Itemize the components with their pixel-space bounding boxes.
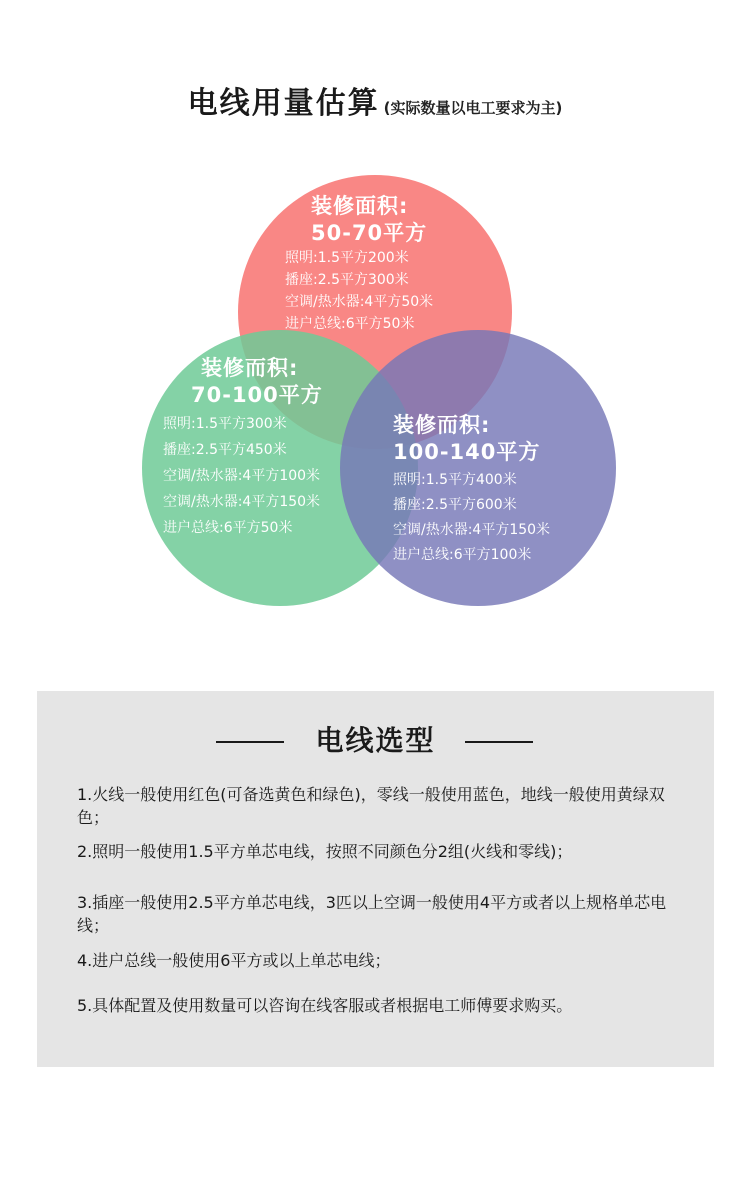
usage-line: 空调/热水器:4平方50米 xyxy=(285,294,434,310)
area-range: 50-70平方 xyxy=(311,221,428,245)
list-item: 1.火线一般使用红色(可备选黄色和绿色)，零线一般使用蓝色，地线一般使用黄绿双色； xyxy=(77,785,665,827)
page-title: 电线用量估算 xyxy=(187,86,380,121)
area-heading: 装修而积: xyxy=(201,356,299,380)
wire-selection-panel xyxy=(37,691,714,1067)
panel-title: 电线选型 xyxy=(315,724,436,757)
usage-line: 进户总线:6平方50米 xyxy=(163,520,293,536)
label-70-100 xyxy=(163,355,323,541)
list-item: 3.插座一般使用2.5平方单芯电线，3匹以上空调一般使用4平方或者以上规格单芯电线； xyxy=(77,893,667,935)
usage-line: 进户总线:6平方100米 xyxy=(393,547,532,563)
page-subtitle: (实际数量以电工要求为主) xyxy=(383,99,563,117)
area-range: 100-140平方 xyxy=(393,440,541,464)
list-item: 2.照明一般使用1.5平方单芯电线，按照不同颜色分2组(火线和零线)； xyxy=(77,842,573,861)
area-range: 70-100平方 xyxy=(191,383,323,407)
usage-line: 照明:1.5平方400米 xyxy=(393,472,517,488)
label-50-70 xyxy=(285,193,433,335)
title-divider-right xyxy=(465,741,533,743)
panel-title-row xyxy=(37,721,714,761)
usage-line: 空调/热水器:4平方100米 xyxy=(163,468,321,484)
usage-line: 照明:1.5平方200米 xyxy=(285,250,409,266)
usage-line: 照明:1.5平方300米 xyxy=(163,416,287,432)
area-heading: 装修而积: xyxy=(393,413,491,437)
usage-line: 空调/热水器:4平方150米 xyxy=(393,522,551,538)
label-100-140 xyxy=(393,412,550,568)
list-item: 4.进户总线一般使用6平方或以上单芯电线； xyxy=(77,951,391,970)
usage-line: 播座:2.5平方450米 xyxy=(163,442,287,458)
usage-line: 进户总线:6平方50米 xyxy=(285,316,415,332)
usage-line: 空调/热水器:4平方150米 xyxy=(163,494,321,510)
list-item: 5.具体配置及使用数量可以咨询在线客服或者根据电工师傅要求购买。 xyxy=(77,996,573,1015)
usage-line: 播座:2.5平方300米 xyxy=(285,272,409,288)
usage-line: 播座:2.5平方600米 xyxy=(393,497,517,513)
area-heading: 装修面积: xyxy=(311,194,409,218)
